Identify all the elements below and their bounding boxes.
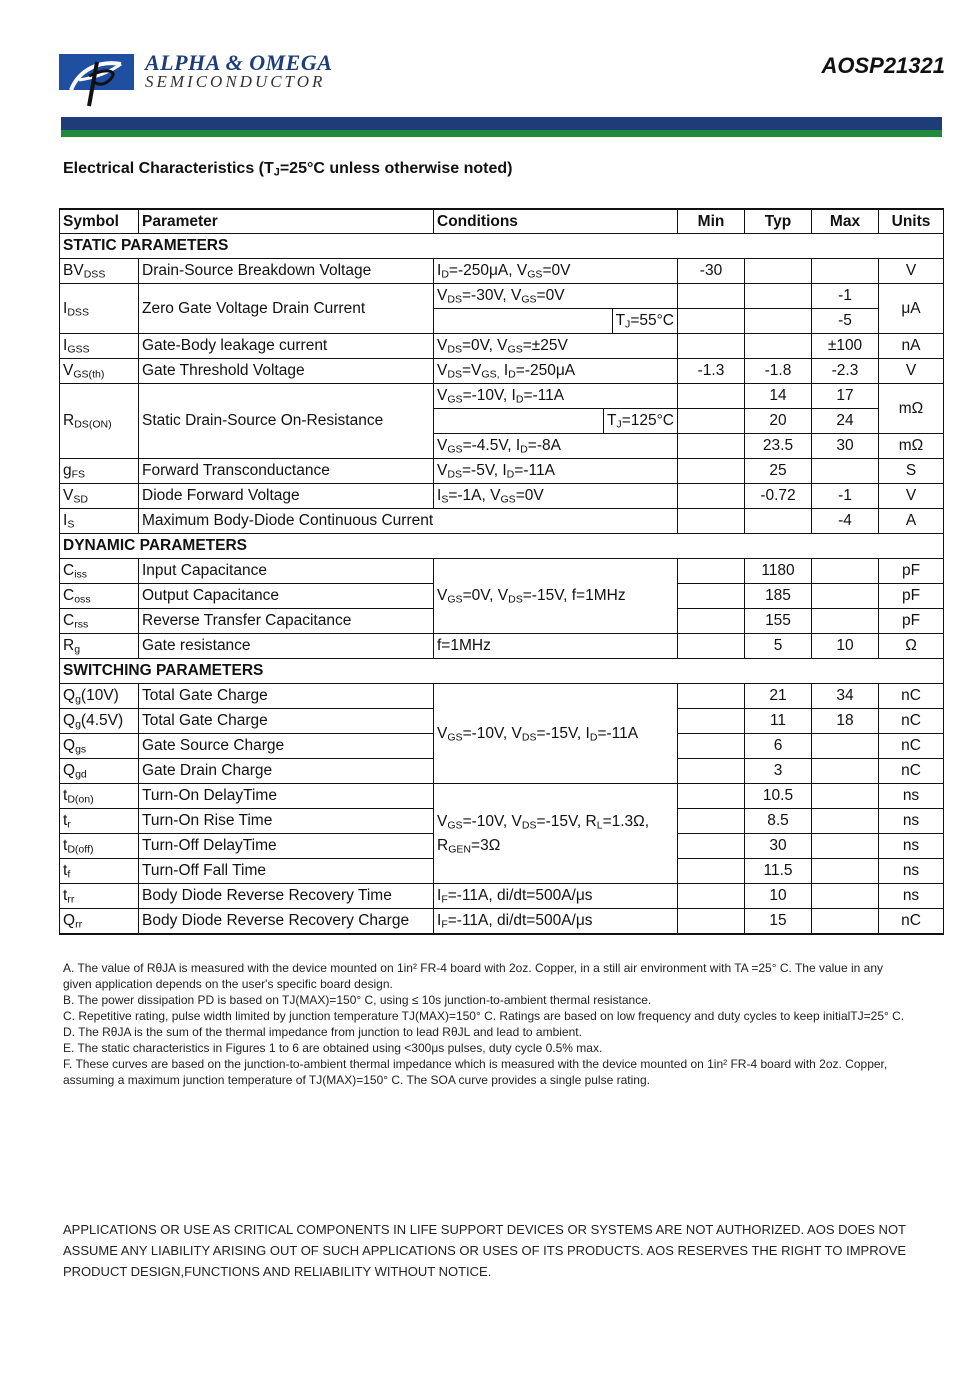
note-e: E. The static characteristics in Figures 1 to 6 are obtained using <300μs pulses, duty cycle 0.5% max.: [63, 1041, 603, 1055]
header-band-blue: [61, 117, 942, 130]
header-parameter: Parameter: [139, 209, 434, 234]
table-row: $V_{GS(th)}$ Gate Threshold Voltage $V_{DS}=V_{GS,}$ $I_D=-250\mu A$ -1.3 -1.8 -2.3 V: [60, 359, 944, 384]
symbol-qgd: $Q_{gd}$: [60, 759, 139, 784]
table-row: $Q_{gd}$ Gate Drain Charge 3 nC: [60, 759, 944, 784]
note-c: C. Repetitive rating, pulse width limited by junction temperature TJ(MAX)=150° C. Ratings are based on low frequency and duty cycles to keep initialTJ=25° C.: [63, 1009, 905, 1023]
symbol-qg45: $Q_g(4.5V)$: [60, 709, 139, 734]
header-units: Units: [879, 209, 944, 234]
header-min: Min: [678, 209, 745, 234]
table-row: $I_{DSS}$ Zero Gate Voltage Drain Current $V_{DS}=-30V$, $V_{GS}=0V$ -1 μA: [60, 284, 944, 309]
table-row: $Q_{rr}$ Body Diode Reverse Recovery Charge $I_F=-11A$, di/dt=500A/μs 15 nC: [60, 909, 944, 935]
symbol-tf: $t_f$: [60, 859, 139, 884]
symbol-vsd: $V_{SD}$: [60, 484, 139, 509]
table-row: $T_J=125^\circ C$ 20 24: [60, 409, 944, 434]
disclaimer-line: APPLICATIONS OR USE AS CRITICAL COMPONENTS IN LIFE SUPPORT DEVICES OR SYSTEMS ARE NOT AUTHORIZED. AOS DOES NOT: [63, 1222, 907, 1237]
symbol-is: $I_S$: [60, 509, 139, 534]
table-row: $T_J=55^\circ C$ -5: [60, 309, 944, 334]
table-row: $t_{D(off)}$ Turn-Off DelayTime 30 ns: [60, 834, 944, 859]
symbol-crss: $C_{rss}$: [60, 609, 139, 634]
footnotes: [63, 960, 913, 1088]
disclaimer-line: PRODUCT DESIGN,FUNCTIONS AND RELIABILITY WITHOUT NOTICE.: [63, 1264, 492, 1279]
table-row: $C_{iss}$ Input Capacitance $V_{GS}=0V$, $V_{DS}=-15V$, f=1MHz 1180 pF: [60, 559, 944, 584]
note-f: F. These curves are based on the junction-to-ambient thermal impedance which is measured with the device mounted on 1in² FR-4 board with 2oz. Copper, assuming a maximum junction temperature of TJ(MAX)=150° C. The SOA curve provides a single pulse rating.: [63, 1057, 888, 1087]
table-row: $t_{rr}$ Body Diode Reverse Recovery Time $I_F=-11A$, di/dt=500A/μs 10 ns: [60, 884, 944, 909]
section-dynamic: DYNAMIC PARAMETERS: [60, 534, 944, 559]
symbol-bvdss: $BV_{DSS}$: [60, 259, 139, 284]
table-row: $C_{rss}$ Reverse Transfer Capacitance 155 pF: [60, 609, 944, 634]
symbol-coss: $C_{oss}$: [60, 584, 139, 609]
disclaimer: [63, 1219, 943, 1282]
table-row: $Q_{gs}$ Gate Source Charge 6 nC: [60, 734, 944, 759]
symbol-qg10: $Q_g(10V)$: [60, 684, 139, 709]
table-row: $Q_g(10V)$ Total Gate Charge $V_{GS}=-10V$, $V_{DS}=-15V$, $I_D=-11A$ 21 34 nC: [60, 684, 944, 709]
aos-logo-icon: [59, 50, 134, 108]
table-row: $t_{D(on)}$ Turn-On DelayTime $V_{GS}=-10V$, $V_{DS}=-15V$, $R_L=1.3\Omega$, $R_{GEN}=3\Omega$ 10.5 ns: [60, 784, 944, 809]
table-row: $R_{DS(ON)}$ Static Drain-Source On-Resistance $V_{GS}=-10V$, $I_D=-11A$ 14 17 mΩ: [60, 384, 944, 409]
symbol-tdon: $t_{D(on)}$: [60, 784, 139, 809]
section-switching: SWITCHING PARAMETERS: [60, 659, 944, 684]
symbol-qgs: $Q_{gs}$: [60, 734, 139, 759]
header-band-green: [61, 130, 942, 137]
company-subtitle: SEMICONDUCTOR: [145, 72, 326, 91]
table-row: $Q_g(4.5V)$ Total Gate Charge 11 18 nC: [60, 709, 944, 734]
symbol-tdoff: $t_{D(off)}$: [60, 834, 139, 859]
header-max: Max: [812, 209, 879, 234]
section-static: STATIC PARAMETERS: [60, 234, 944, 259]
table-row: $t_f$ Turn-Off Fall Time 11.5 ns: [60, 859, 944, 884]
header-conditions: Conditions: [434, 209, 678, 234]
note-a: A. The value of RθJA is measured with the device mounted on 1in² FR-4 board with 2oz. Copper, in a still air environment with TA =25° C. The value in any given application depends on the user's specific board design.: [63, 961, 884, 991]
symbol-rg: $R_g$: [60, 634, 139, 659]
disclaimer-line: ASSUME ANY LIABILITY ARISING OUT OF SUCH APPLICATIONS OR USES OF ITS PRODUCTS. AOS RESERVES THE RIGHT TO IMPROVE: [63, 1243, 907, 1258]
symbol-tr: $t_r$: [60, 809, 139, 834]
symbol-igss: $I_{GSS}$: [60, 334, 139, 359]
header-symbol: Symbol: [60, 209, 139, 234]
table-row: $g_{FS}$ Forward Transconductance $V_{DS}=-5V$, $I_D=-11A$ 25 S: [60, 459, 944, 484]
table-row: $BV_{DSS}$ Drain-Source Breakdown Voltage $I_D=-250\mu A$, $V_{GS}=0V$ -30 V: [60, 259, 944, 284]
section-title: Electrical Characteristics ($T_J=25^\circ C$ unless otherwise noted): [63, 160, 513, 179]
symbol-ciss: $C_{iss}$: [60, 559, 139, 584]
note-b: B. The power dissipation PD is based on TJ(MAX)=150° C, using ≤ 10s junction-to-ambient thermal resistance.: [63, 993, 652, 1007]
symbol-gfs: $g_{FS}$: [60, 459, 139, 484]
symbol-rdson: $R_{DS(ON)}$: [60, 384, 139, 459]
table-row: $V_{SD}$ Diode Forward Voltage $I_S=-1A$, $V_{GS}=0V$ -0.72 -1 V: [60, 484, 944, 509]
note-d: D. The RθJA is the sum of the thermal impedance from junction to lead RθJL and lead to ambient.: [63, 1025, 582, 1039]
table-row: $C_{oss}$ Output Capacitance 185 pF: [60, 584, 944, 609]
symbol-trr: $t_{rr}$: [60, 884, 139, 909]
table-header-row: [60, 209, 944, 234]
table-row: $V_{GS}=-4.5V$, $I_D=-8A$ 23.5 30 mΩ: [60, 434, 944, 459]
table-row: $t_r$ Turn-On Rise Time 8.5 ns: [60, 809, 944, 834]
idss-tj-cell: $T_J=55^\circ C$: [612, 309, 677, 333]
symbol-qrr: $Q_{rr}$: [60, 909, 139, 935]
header-typ: Typ: [745, 209, 812, 234]
symbol-vgsth: $V_{GS(th)}$: [60, 359, 139, 384]
table-row: $R_g$ Gate resistance f=1MHz 5 10 Ω: [60, 634, 944, 659]
company-logo: [59, 50, 359, 110]
part-number: AOSP21321: [821, 53, 945, 78]
table-row: $I_S$ Maximum Body-Diode Continuous Current -4 A: [60, 509, 944, 534]
table-row: $I_{GSS}$ Gate-Body leakage current $V_{DS}=0V$, $V_{GS}=\pm 25V$ ±100 nA: [60, 334, 944, 359]
symbol-idss: $I_{DSS}$: [60, 284, 139, 334]
rdson-tj-cell: $T_J=125^\circ C$: [603, 409, 677, 433]
electrical-characteristics-table: [59, 208, 944, 935]
company-name: ALPHA & OMEGA: [145, 50, 333, 75]
